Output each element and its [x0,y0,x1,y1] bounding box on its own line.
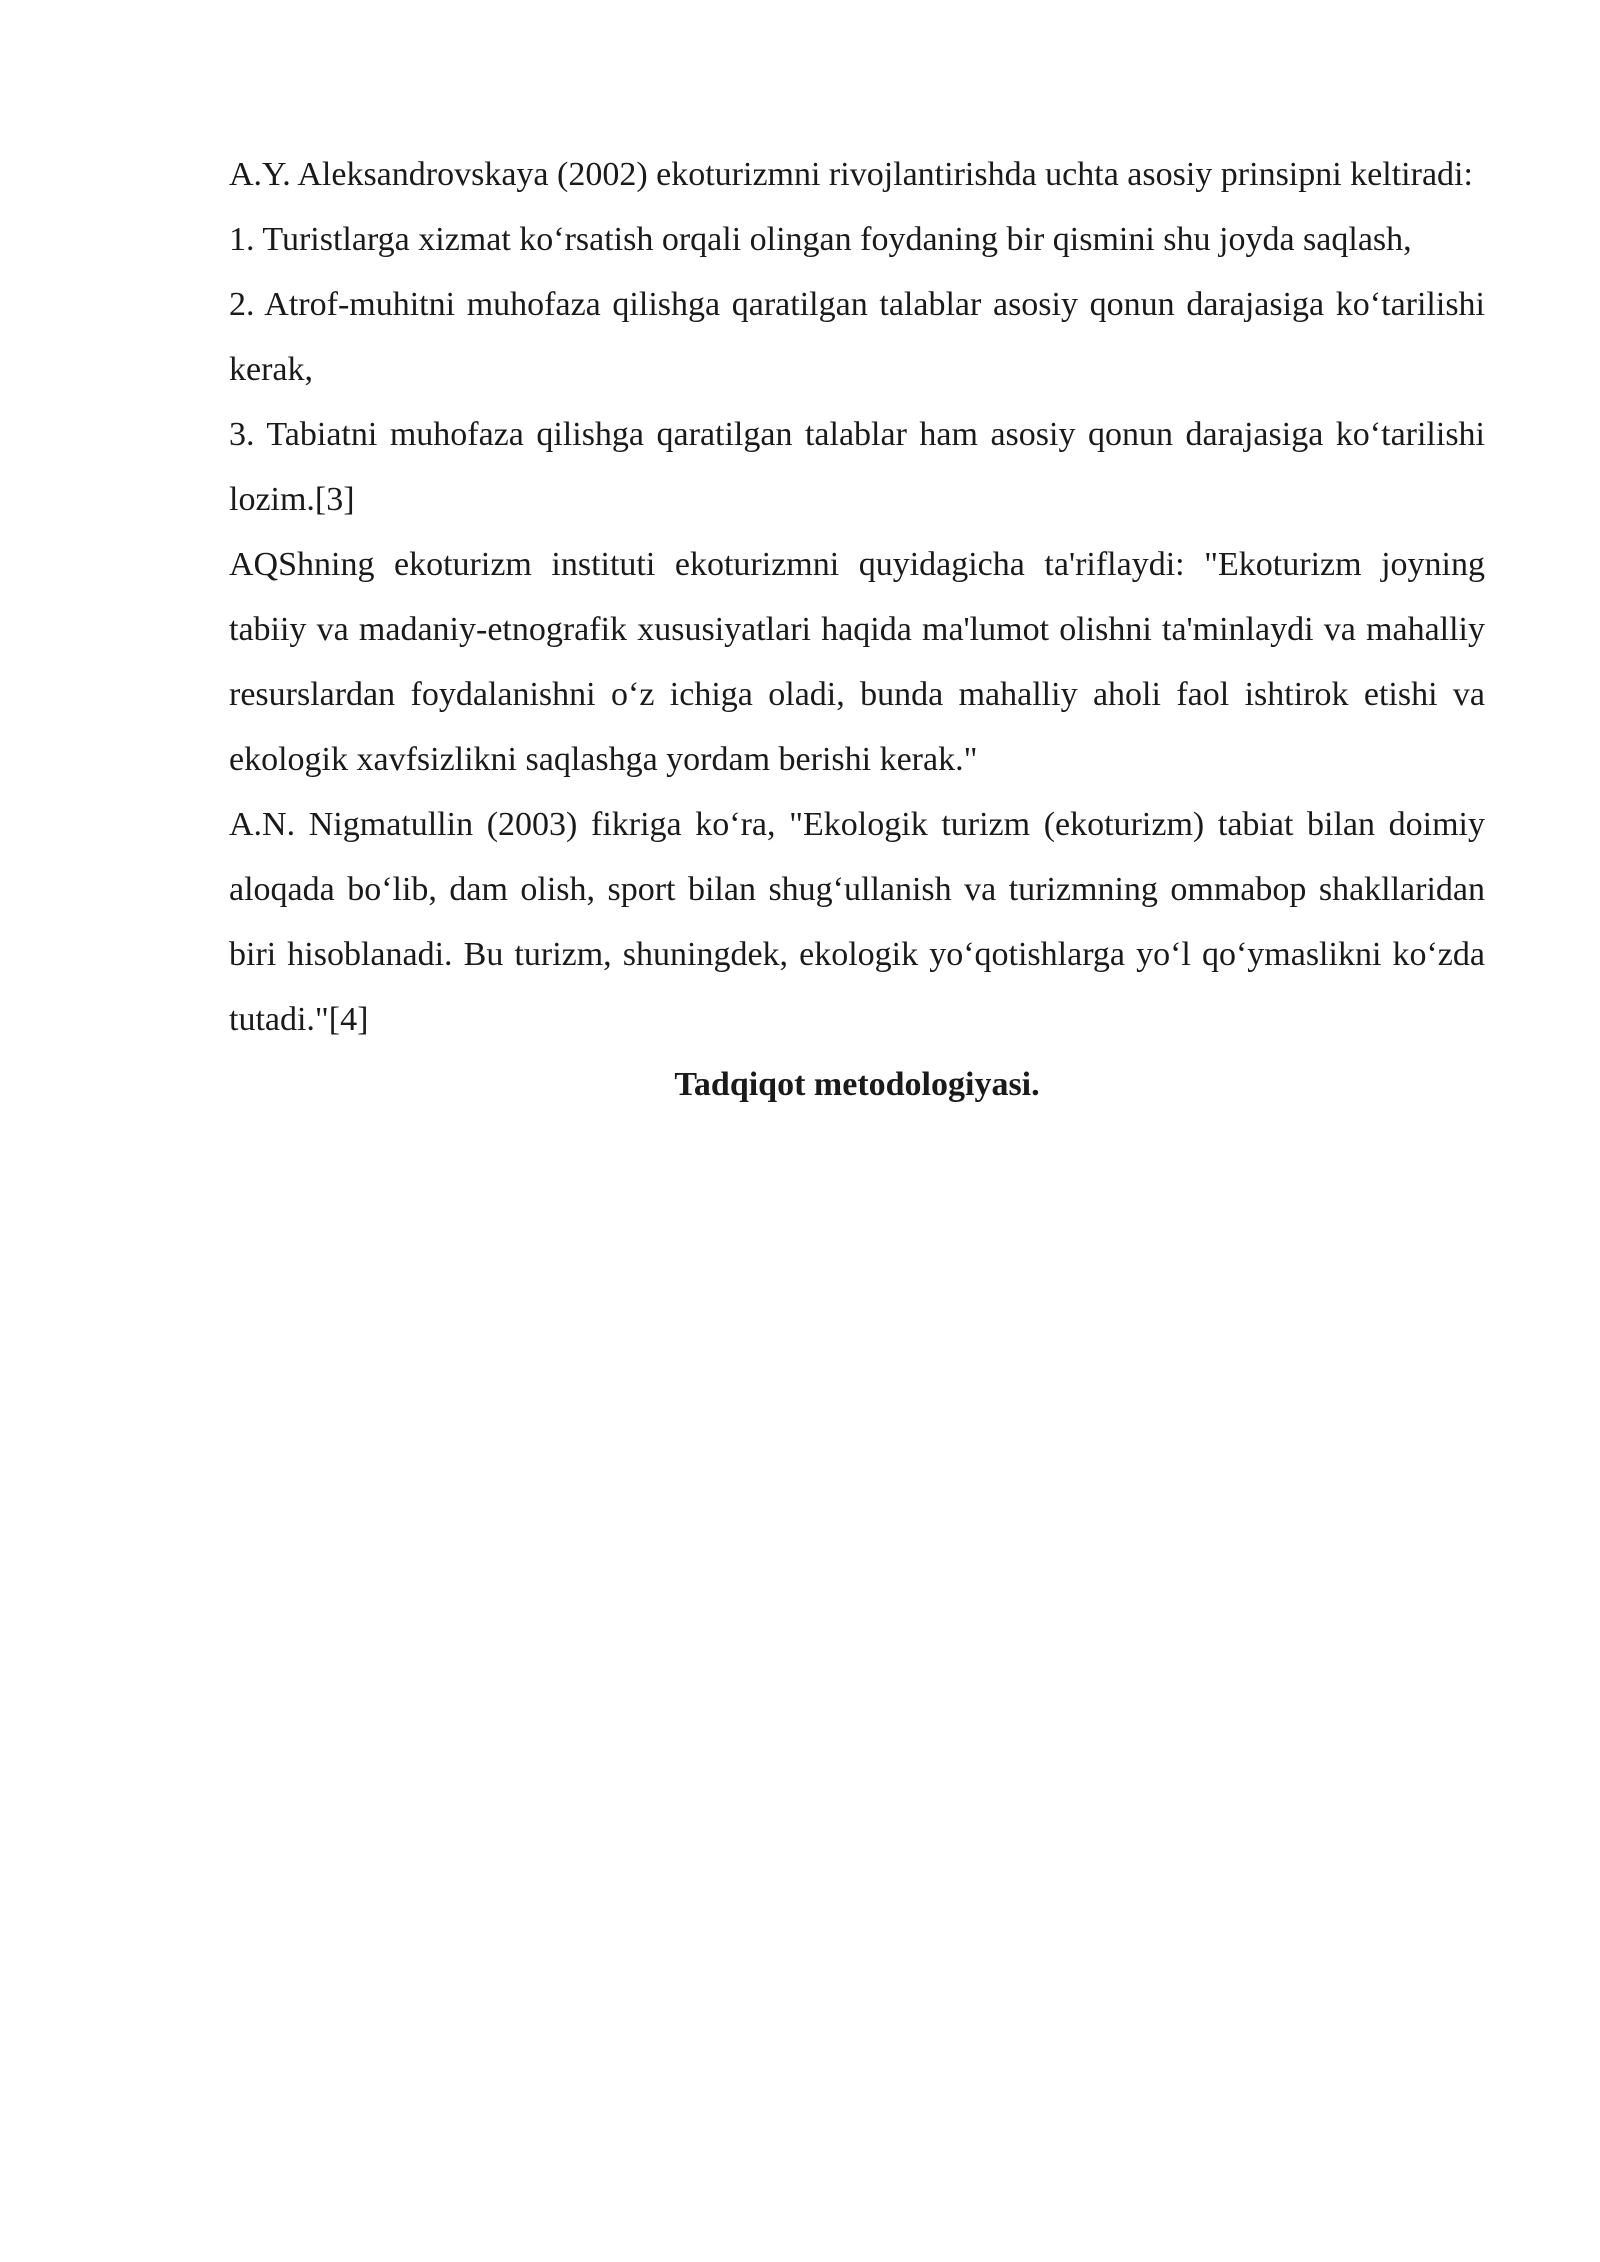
list-item-2: 2. Atrof-muhitni muhofaza qilishga qaratilgan talablar asosiy qonun darajasiga koʻtarilishi kerak, [229,286,1485,388]
paragraph-intro: A.Y. Aleksandrovskaya (2002) ekoturizmni rivojlantirishda uchta asosiy prinsipni keltiradi: [229,156,1473,193]
list-item-3: 3. Tabiatni muhofaza qilishga qaratilgan talablar ham asosiy qonun darajasiga koʻtarilishi lozim.[3] [229,416,1485,518]
document-body [229,142,1485,1117]
list-item-1: 1. Turistlarga xizmat koʻrsatish orqali olingan foydaning bir qismini shu joyda saqlash, [229,221,1412,258]
paragraph-quote: A.N. Nigmatullin (2003) fikriga koʻra, "Ekologik turizm (ekoturizm) tabiat bilan doimiy aloqada boʻlib, dam olish, sport bilan shugʻullanish va turizmning ommabop shakllaridan biri hisoblanadi. Bu turizm, shuningdek, ekologik yoʻqotishlarga yoʻl qoʻymaslikni koʻzda tutadi."[4] [229,806,1485,1038]
paragraph-definition: AQShning ekoturizm instituti ekoturizmni quyidagicha ta'riflaydi: "Ekoturizm joyning tabiiy va madaniy-etnografik xususiyatlari haqida ma'lumot olishni ta'minlaydi va mahalliy resurslardan foydalanishni oʻz ichiga oladi, bunda mahalliy aholi faol ishtirok etishi va ekologik xavfsizlikni saqlashga yordam berishi kerak." [229,546,1485,778]
section-heading: Tadqiqot metodologiyasi. [674,1066,1040,1103]
